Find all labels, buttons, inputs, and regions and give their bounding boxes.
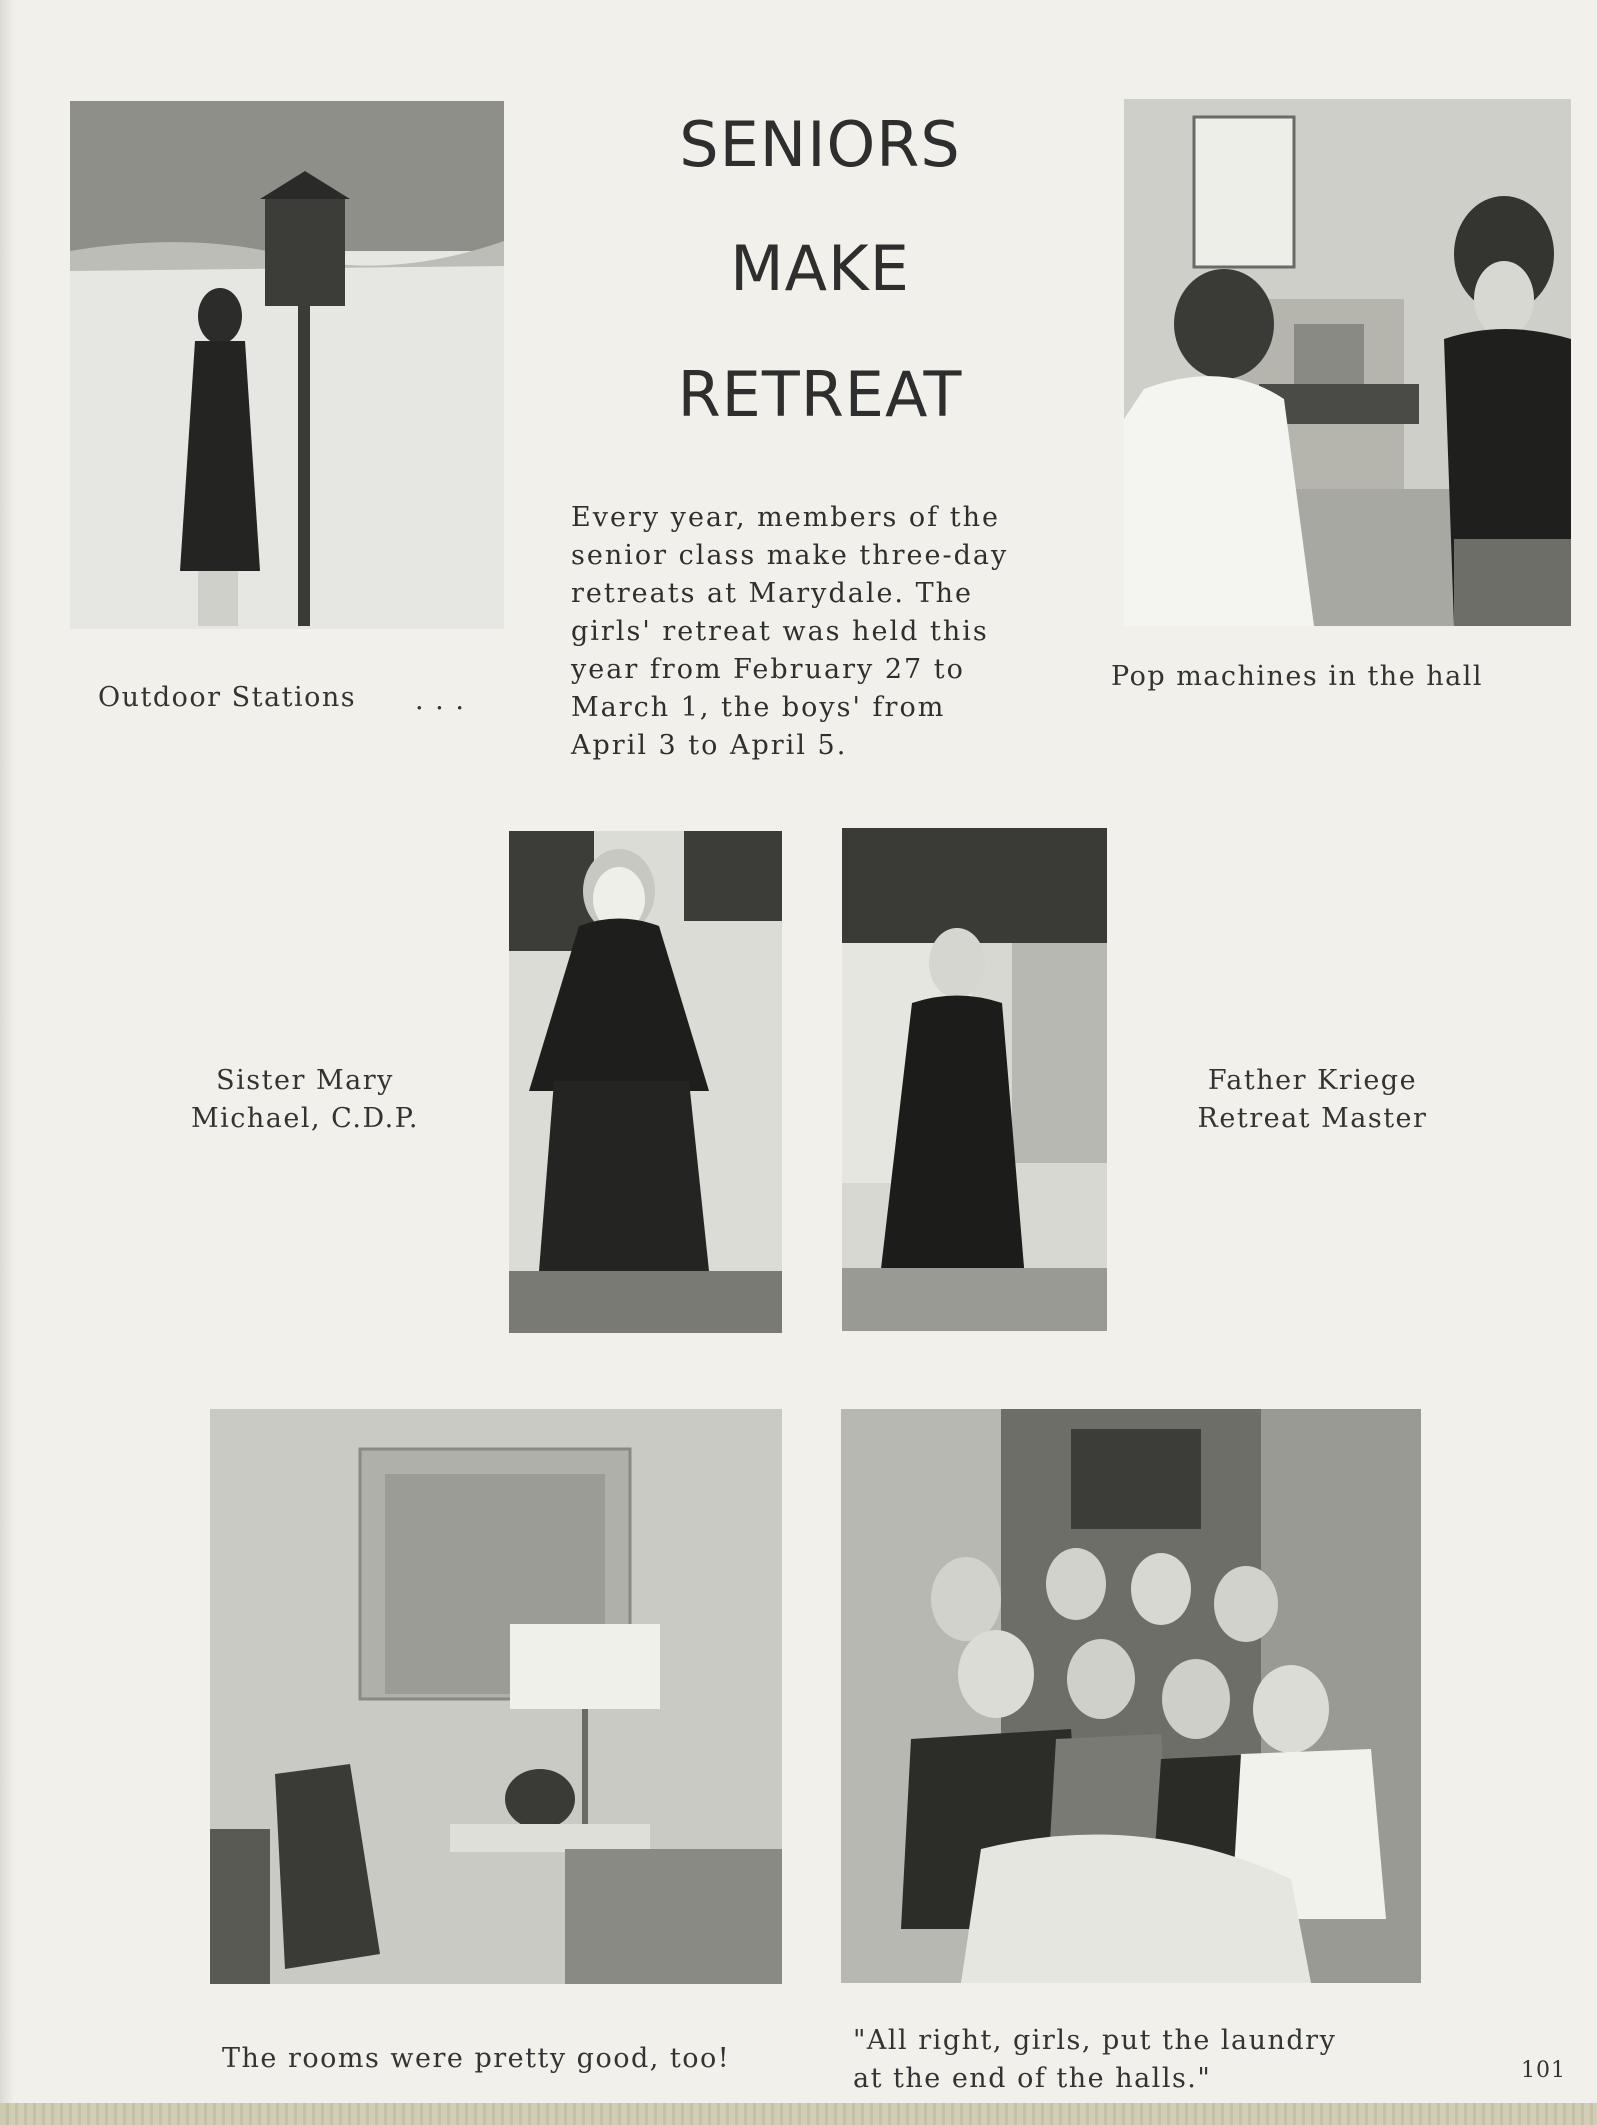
body-line: March 1, the boys' from xyxy=(571,692,946,723)
photo-sister-mary-michael xyxy=(509,831,782,1333)
caption-pop-machines: Pop machines in the hall xyxy=(1111,661,1484,692)
body-line: April 3 to April 5. xyxy=(571,730,848,761)
title-line-1: SENIORS xyxy=(679,108,961,181)
page-edge-bottom xyxy=(0,2103,1597,2125)
caption-outdoor-stations: Outdoor Stations xyxy=(98,682,357,713)
body-line: Every year, members of the xyxy=(571,502,1000,533)
caption-ellipsis: . . . xyxy=(415,685,466,716)
body-line: girls' retreat was held this xyxy=(571,616,989,647)
page-number: 101 xyxy=(1521,2058,1566,2083)
caption-father xyxy=(1155,1062,1470,1138)
caption-father-line1: Father Kriege xyxy=(1207,1065,1418,1096)
caption-sister-line2: Michael, C.D.P. xyxy=(191,1103,419,1134)
caption-sister xyxy=(150,1062,460,1138)
title-line-3: RETREAT xyxy=(677,358,963,431)
photo-laundry-girls xyxy=(841,1409,1421,1983)
photo-room xyxy=(210,1409,782,1984)
page-edge xyxy=(0,0,14,2125)
title-line-2: MAKE xyxy=(730,232,910,305)
photo-pop-machines xyxy=(1124,99,1571,626)
body-line: year from February 27 to xyxy=(571,654,965,685)
body-line: senior class make three-day xyxy=(571,540,1009,571)
caption-laundry xyxy=(853,2022,1336,2098)
article-body xyxy=(571,499,1061,765)
body-line: retreats at Marydale. The xyxy=(571,578,973,609)
photo-father-kriege xyxy=(842,828,1107,1331)
caption-rooms: The rooms were pretty good, too! xyxy=(222,2043,731,2074)
caption-father-line2: Retreat Master xyxy=(1197,1103,1428,1134)
caption-laundry-line2: at the end of the halls." xyxy=(853,2063,1212,2094)
caption-sister-line1: Sister Mary xyxy=(216,1065,394,1096)
caption-laundry-line1: "All right, girls, put the laundry xyxy=(853,2025,1337,2056)
photo-outdoor-stations xyxy=(70,101,504,629)
